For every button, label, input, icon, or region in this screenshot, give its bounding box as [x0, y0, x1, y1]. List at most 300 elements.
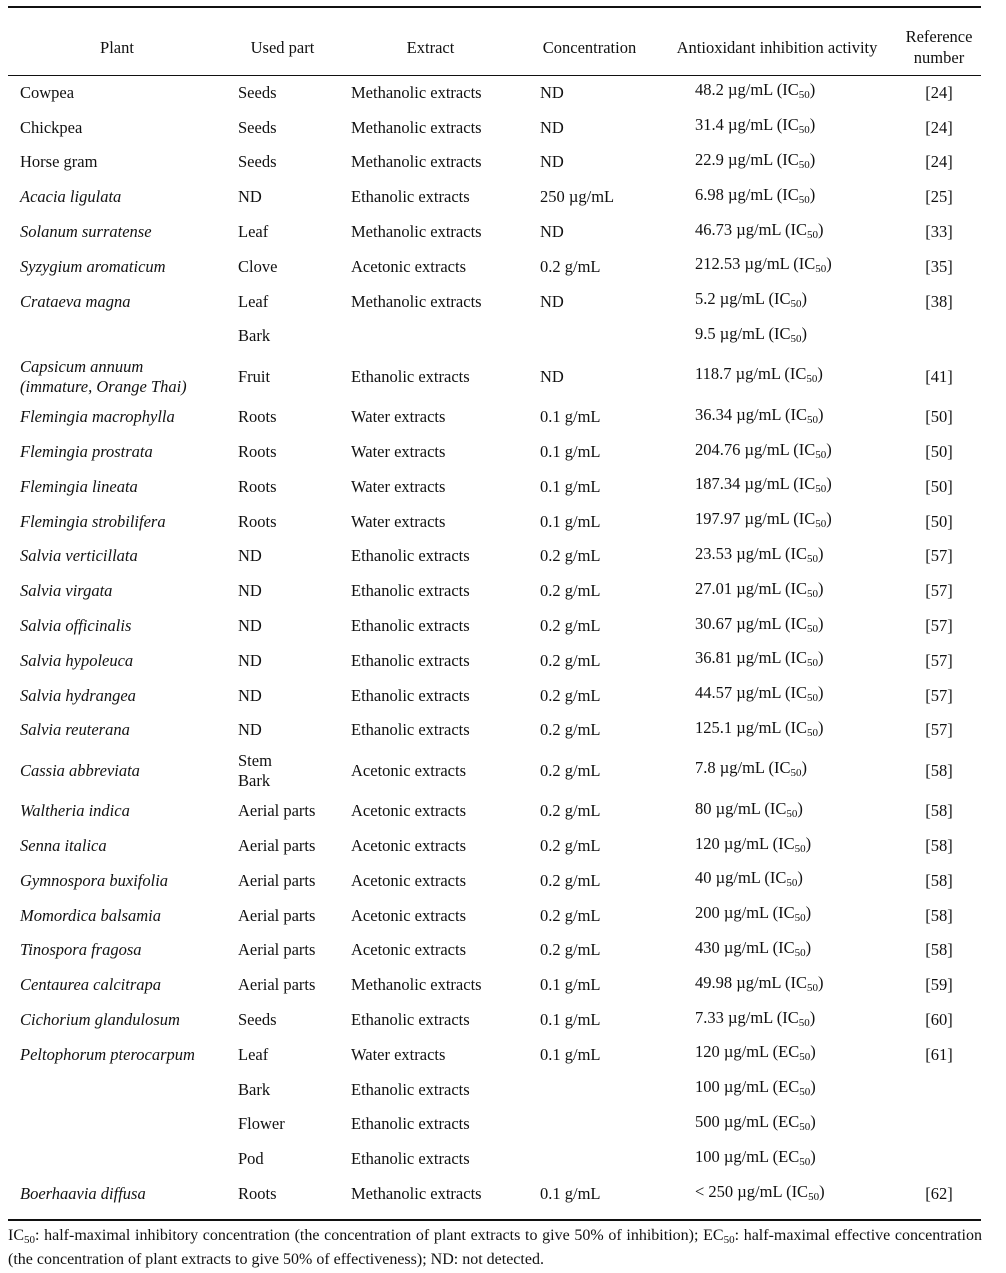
cell-used-part	[226, 539, 339, 574]
cell-extract	[339, 1177, 522, 1212]
reference-text: [57]	[925, 685, 953, 705]
cell-concentration	[522, 713, 657, 748]
activity-subscript: 50	[799, 1086, 811, 1099]
extract-text: Methanolic extracts	[351, 117, 482, 137]
concentration-text: 250 µg/mL	[540, 187, 615, 207]
cell-plant	[8, 574, 226, 609]
table-row	[8, 110, 981, 145]
activity-close: )	[809, 80, 816, 100]
extract-text: Methanolic extracts	[351, 222, 482, 242]
cell-used-part	[226, 504, 339, 539]
concentration-text: 0.2 g/mL	[540, 760, 601, 780]
concentration-text: 0.2 g/mL	[540, 836, 601, 856]
activity-close: )	[801, 323, 808, 343]
activity-close: )	[818, 404, 824, 424]
cell-concentration	[522, 678, 657, 713]
used-part-text: Leaf	[238, 291, 269, 311]
cell-used-part	[226, 180, 339, 215]
activity-value: 36.81 µg/mL (IC	[695, 648, 808, 668]
activity-close: )	[805, 833, 812, 853]
cell-extract	[339, 713, 522, 748]
cell-concentration	[522, 249, 657, 284]
reference-text: [35]	[925, 256, 953, 276]
footnote-ec-text: : half-maximal effective concentration (the concentration of plant extracts to give 50% of effectiveness); ND: not detected.	[8, 1227, 982, 1268]
activity-subscript: 50	[790, 298, 802, 311]
reference-text: [57]	[925, 650, 953, 670]
table-row	[8, 75, 981, 110]
cell-concentration	[522, 968, 657, 1003]
concentration-text: 0.2 g/mL	[540, 905, 601, 925]
extract-text: Ethanolic extracts	[351, 720, 470, 740]
cell-activity	[657, 1072, 897, 1107]
table-header	[8, 20, 981, 75]
cell-concentration	[522, 284, 657, 319]
cell-plant	[8, 1072, 226, 1107]
activity-close: )	[809, 115, 816, 135]
cell-concentration	[522, 794, 657, 829]
cell-plant	[8, 643, 226, 678]
cell-reference	[897, 504, 981, 539]
cell-reference	[897, 110, 981, 145]
activity-close: )	[801, 758, 808, 778]
cell-concentration	[522, 110, 657, 145]
activity-close: )	[797, 868, 803, 888]
extract-text: Acetonic extracts	[351, 836, 466, 856]
cell-activity	[657, 215, 897, 250]
cell-plant	[8, 968, 226, 1003]
extract-text: Acetonic extracts	[351, 256, 466, 276]
cell-concentration	[522, 829, 657, 864]
plant-name: Flemingia prostrata	[20, 442, 153, 462]
cell-plant	[8, 609, 226, 644]
table-row	[8, 968, 981, 1003]
cell-plant	[8, 180, 226, 215]
cell-used-part	[226, 75, 339, 110]
concentration-text: 0.1 g/mL	[540, 511, 601, 531]
used-part-text: ND	[238, 650, 262, 670]
cell-used-part	[226, 110, 339, 145]
cell-extract	[339, 435, 522, 470]
cell-used-part	[226, 1107, 339, 1142]
activity-subscript: 50	[794, 946, 806, 959]
used-part-text: Bark	[238, 326, 271, 346]
activity-subscript: 50	[798, 158, 810, 171]
plant-name: Salvia reuterana	[20, 720, 130, 740]
activity-value: 27.01 µg/mL (IC	[695, 578, 808, 598]
table-row	[8, 748, 981, 794]
cell-reference	[897, 933, 981, 968]
plant-name: Flemingia macrophylla	[20, 407, 175, 427]
used-part-text: Aerial parts	[238, 905, 316, 925]
extract-text: Methanolic extracts	[351, 152, 482, 172]
used-part-text: Clove	[238, 256, 278, 276]
activity-subscript: 50	[790, 767, 802, 780]
cell-used-part	[226, 284, 339, 319]
cell-activity	[657, 609, 897, 644]
table-row	[8, 145, 981, 180]
cell-reference	[897, 829, 981, 864]
cell-concentration	[522, 609, 657, 644]
plant-name: Chickpea	[20, 117, 83, 137]
antioxidant-activity-table	[8, 20, 981, 1211]
cell-reference	[897, 1107, 981, 1142]
used-part-text: ND	[238, 546, 262, 566]
table-row	[8, 539, 981, 574]
cell-plant	[8, 75, 226, 110]
cell-used-part	[226, 354, 339, 400]
cell-reference	[897, 574, 981, 609]
cell-plant	[8, 145, 226, 180]
activity-value: 30.67 µg/mL (IC	[695, 613, 808, 633]
table-row	[8, 1177, 981, 1212]
concentration-text: 0.1 g/mL	[540, 407, 601, 427]
cell-used-part	[226, 435, 339, 470]
cell-used-part	[226, 643, 339, 678]
cell-extract	[339, 609, 522, 644]
cell-plant	[8, 829, 226, 864]
cell-extract	[339, 678, 522, 713]
cell-plant	[8, 1003, 226, 1038]
reference-text: [50]	[925, 476, 953, 496]
cell-concentration	[522, 400, 657, 435]
activity-subscript: 50	[807, 622, 819, 635]
used-part-text: Seeds	[238, 152, 277, 172]
extract-text: Methanolic extracts	[351, 975, 482, 995]
header-reference-line1: Reference	[905, 27, 973, 47]
cell-activity	[657, 643, 897, 678]
activity-subscript: 50	[799, 1051, 811, 1064]
cell-reference	[897, 400, 981, 435]
plant-name: Syzygium aromaticum	[20, 256, 166, 276]
reference-text: [61]	[925, 1044, 953, 1064]
concentration-text: 0.2 g/mL	[540, 801, 601, 821]
activity-value: 23.53 µg/mL (IC	[695, 543, 808, 563]
activity-subscript: 50	[815, 518, 827, 531]
activity-subscript: 50	[790, 332, 802, 345]
header-reference	[897, 20, 981, 75]
cell-plant	[8, 1037, 226, 1072]
activity-close: )	[818, 972, 824, 992]
used-part-text: Roots	[238, 1184, 277, 1203]
cell-extract	[339, 400, 522, 435]
cell-activity	[657, 898, 897, 933]
reference-text: [33]	[925, 222, 953, 242]
cell-concentration	[522, 180, 657, 215]
activity-close: )	[797, 798, 803, 818]
cell-reference	[897, 609, 981, 644]
activity-value: 120 µg/mL (IC	[695, 833, 795, 853]
cell-plant	[8, 110, 226, 145]
cell-reference	[897, 539, 981, 574]
cell-plant	[8, 504, 226, 539]
activity-close: )	[810, 1077, 816, 1097]
activity-close: )	[818, 683, 824, 703]
cell-used-part	[226, 1177, 339, 1212]
cell-reference	[897, 319, 981, 354]
activity-value: 5.2 µg/mL (IC	[695, 289, 791, 309]
extract-text: Water extracts	[351, 511, 446, 531]
cell-plant	[8, 1107, 226, 1142]
cell-used-part	[226, 933, 339, 968]
cell-extract	[339, 829, 522, 864]
extract-text: Water extracts	[351, 442, 446, 462]
cell-reference	[897, 215, 981, 250]
cell-activity	[657, 968, 897, 1003]
cell-used-part	[226, 249, 339, 284]
used-part-text: Seeds	[238, 1010, 277, 1030]
reference-text: [57]	[925, 546, 953, 566]
plant-name-detail: (immature, Orange Thai)	[20, 376, 187, 396]
used-part-text: Seeds	[238, 82, 277, 102]
activity-value: 80 µg/mL (IC	[695, 798, 787, 818]
extract-text: Ethanolic extracts	[351, 581, 470, 601]
used-part-text: Leaf	[238, 222, 269, 242]
cell-extract	[339, 354, 522, 400]
concentration-text: ND	[540, 291, 564, 311]
extract-text: Acetonic extracts	[351, 801, 466, 821]
cell-used-part	[226, 145, 339, 180]
cell-reference	[897, 145, 981, 180]
concentration-text: ND	[540, 366, 564, 386]
cell-activity	[657, 469, 897, 504]
activity-subscript: 50	[807, 657, 819, 670]
cell-activity	[657, 249, 897, 284]
reference-text: [58]	[925, 836, 953, 856]
activity-subscript: 50	[815, 448, 827, 461]
extract-text: Ethanolic extracts	[351, 1010, 470, 1030]
cell-plant	[8, 249, 226, 284]
extract-text: Acetonic extracts	[351, 870, 466, 890]
table-row	[8, 713, 981, 748]
cell-reference	[897, 435, 981, 470]
cell-reference	[897, 75, 981, 110]
header-extract: Extract	[406, 37, 455, 57]
cell-plant	[8, 1142, 226, 1177]
activity-value: 44.57 µg/mL (IC	[695, 683, 808, 703]
cell-activity	[657, 539, 897, 574]
cell-activity	[657, 180, 897, 215]
plant-name: Gymnospora buxifolia	[20, 870, 169, 890]
header-concentration: Concentration	[542, 37, 637, 57]
cell-concentration	[522, 1177, 657, 1212]
table-row	[8, 249, 981, 284]
table-body	[8, 75, 981, 1211]
cell-activity	[657, 400, 897, 435]
activity-close: )	[809, 184, 816, 204]
cell-concentration	[522, 1072, 657, 1107]
used-part-text: Roots	[238, 511, 277, 531]
cell-activity	[657, 504, 897, 539]
activity-value: 100 µg/mL (EC	[695, 1077, 800, 1097]
table-row	[8, 643, 981, 678]
cell-used-part	[226, 469, 339, 504]
footnote-ic-abbr: IC	[8, 1227, 24, 1244]
reference-text: [58]	[925, 801, 953, 821]
cell-reference	[897, 748, 981, 794]
cell-activity	[657, 319, 897, 354]
cell-plant	[8, 284, 226, 319]
plant-name: Boerhaavia diffusa	[20, 1184, 146, 1203]
cell-extract	[339, 794, 522, 829]
cell-concentration	[522, 145, 657, 180]
cell-used-part	[226, 898, 339, 933]
cell-activity	[657, 933, 897, 968]
plant-name: Salvia hypoleuca	[20, 650, 134, 670]
cell-used-part	[226, 574, 339, 609]
cell-reference	[897, 1037, 981, 1072]
cell-activity	[657, 354, 897, 400]
table-bottom-rule	[8, 1219, 981, 1221]
activity-value: 187.34 µg/mL (IC	[695, 474, 816, 494]
cell-plant	[8, 539, 226, 574]
used-part-text: Aerial parts	[238, 870, 316, 890]
activity-subscript: 50	[798, 89, 810, 102]
activity-subscript: 50	[798, 124, 810, 137]
extract-text: Acetonic extracts	[351, 905, 466, 925]
table-row	[8, 215, 981, 250]
plant-name: Momordica balsamia	[20, 905, 162, 925]
cell-concentration	[522, 504, 657, 539]
cell-used-part	[226, 1142, 339, 1177]
activity-value: 125.1 µg/mL (IC	[695, 717, 808, 737]
cell-extract	[339, 319, 522, 354]
cell-concentration	[522, 215, 657, 250]
cell-concentration	[522, 574, 657, 609]
cell-concentration	[522, 748, 657, 794]
activity-value: 500 µg/mL (EC	[695, 1111, 800, 1131]
cell-activity	[657, 713, 897, 748]
cell-used-part	[226, 713, 339, 748]
concentration-text: 0.2 g/mL	[540, 616, 601, 636]
used-part-text: ND	[238, 685, 262, 705]
plant-name: Capsicum annuum	[20, 356, 144, 376]
plant-name: Salvia verticillata	[20, 546, 138, 566]
used-part-text: ND	[238, 616, 262, 636]
used-part-text: Roots	[238, 442, 277, 462]
cell-reference	[897, 794, 981, 829]
cell-extract	[339, 574, 522, 609]
extract-text: Ethanolic extracts	[351, 1079, 470, 1099]
activity-subscript: 50	[807, 413, 819, 426]
used-part-text: Aerial parts	[238, 801, 316, 821]
cell-used-part	[226, 319, 339, 354]
activity-subscript: 50	[807, 228, 819, 241]
activity-value: 6.98 µg/mL (IC	[695, 184, 799, 204]
cell-used-part	[226, 863, 339, 898]
concentration-text: 0.1 g/mL	[540, 442, 601, 462]
cell-plant	[8, 748, 226, 794]
cell-used-part	[226, 1003, 339, 1038]
activity-close: )	[817, 364, 823, 384]
activity-close: )	[809, 149, 816, 169]
activity-subscript: 50	[808, 1190, 820, 1203]
cell-activity	[657, 829, 897, 864]
cell-reference	[897, 354, 981, 400]
used-part-text: Roots	[238, 407, 277, 427]
table-row	[8, 1142, 981, 1177]
activity-value: 31.4 µg/mL (IC	[695, 115, 799, 135]
used-part-text: Roots	[238, 476, 277, 496]
activity-subscript: 50	[794, 912, 806, 925]
cell-reference	[897, 863, 981, 898]
table-row	[8, 319, 981, 354]
plant-name: Cichorium glandulosum	[20, 1010, 180, 1030]
cell-reference	[897, 968, 981, 1003]
reference-text: [57]	[925, 616, 953, 636]
concentration-text: 0.2 g/mL	[540, 870, 601, 890]
cell-concentration	[522, 539, 657, 574]
table-row	[8, 1037, 981, 1072]
activity-value: 118.7 µg/mL (IC	[695, 364, 807, 384]
cell-used-part	[226, 678, 339, 713]
cell-activity	[657, 1107, 897, 1142]
extract-text: Ethanolic extracts	[351, 650, 470, 670]
cell-used-part	[226, 748, 339, 794]
cell-concentration	[522, 319, 657, 354]
cell-plant	[8, 319, 226, 354]
cell-extract	[339, 1037, 522, 1072]
cell-plant	[8, 898, 226, 933]
table-row	[8, 435, 981, 470]
cell-concentration	[522, 933, 657, 968]
reference-text: [57]	[925, 720, 953, 740]
activity-close: )	[819, 1181, 825, 1201]
activity-value: 40 µg/mL (IC	[695, 868, 787, 888]
cell-plant	[8, 215, 226, 250]
plant-name: Salvia virgata	[20, 581, 113, 601]
activity-value: 204.76 µg/mL (IC	[695, 439, 816, 459]
cell-concentration	[522, 75, 657, 110]
activity-close: )	[818, 543, 824, 563]
concentration-text: 0.2 g/mL	[540, 685, 601, 705]
extract-text: Ethanolic extracts	[351, 685, 470, 705]
cell-used-part	[226, 609, 339, 644]
extract-text: Ethanolic extracts	[351, 1114, 470, 1134]
cell-concentration	[522, 469, 657, 504]
table-row	[8, 1107, 981, 1142]
cell-extract	[339, 1072, 522, 1107]
concentration-text: 0.2 g/mL	[540, 581, 601, 601]
used-part-text-line2: Bark	[238, 770, 271, 790]
reference-text: [58]	[925, 905, 953, 925]
plant-name: Centaurea calcitrapa	[20, 975, 161, 995]
table-row	[8, 1003, 981, 1038]
cell-activity	[657, 678, 897, 713]
concentration-text: 0.1 g/mL	[540, 1010, 601, 1030]
reference-text: [59]	[925, 975, 953, 995]
plant-name: Flemingia lineata	[20, 476, 138, 496]
activity-value: 22.9 µg/mL (IC	[695, 149, 799, 169]
activity-close: )	[818, 717, 824, 737]
activity-close: )	[818, 219, 824, 239]
cell-extract	[339, 933, 522, 968]
cell-concentration	[522, 1142, 657, 1177]
activity-subscript: 50	[806, 373, 818, 386]
table-row	[8, 933, 981, 968]
extract-text: Methanolic extracts	[351, 1184, 482, 1203]
cell-extract	[339, 643, 522, 678]
reference-text: [58]	[925, 760, 953, 780]
activity-subscript: 50	[786, 807, 798, 820]
activity-value: 197.97 µg/mL (IC	[695, 509, 816, 529]
cell-activity	[657, 863, 897, 898]
footnote-ic-sub: 50	[24, 1234, 35, 1246]
cell-plant	[8, 863, 226, 898]
cell-reference	[897, 249, 981, 284]
cell-reference	[897, 469, 981, 504]
cell-plant	[8, 794, 226, 829]
extract-text: Water extracts	[351, 476, 446, 496]
